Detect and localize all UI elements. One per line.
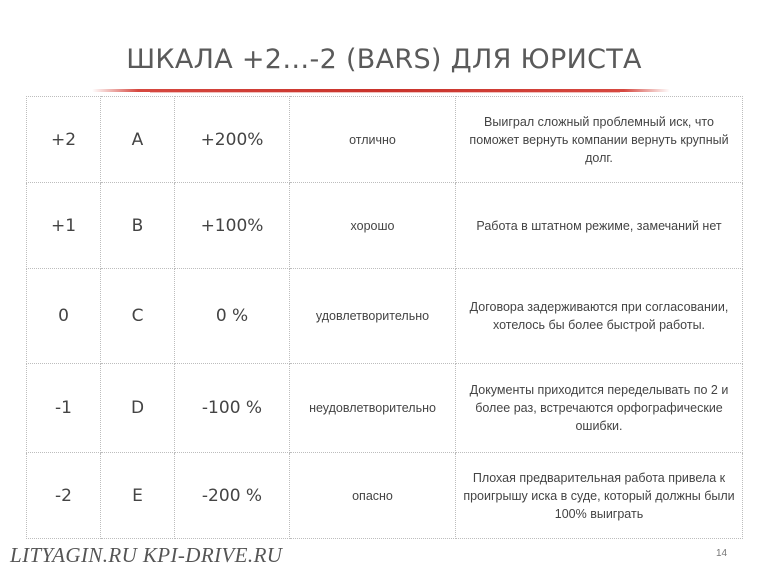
- table-row: [27, 364, 743, 453]
- page-number: 14: [716, 548, 728, 559]
- letter-cell: C: [101, 269, 175, 364]
- score-cell: -2: [27, 453, 101, 539]
- letter-cell: D: [101, 364, 175, 453]
- percent-cell: 0 %: [175, 269, 290, 364]
- letter-cell: B: [101, 183, 175, 269]
- description-cell: Работа в штатном режиме, замечаний нет: [456, 183, 743, 269]
- bars-scale-table: [26, 96, 743, 539]
- description-cell: Выиграл сложный проблемный иск, что поможет вернуть компании вернуть крупный долг.: [456, 97, 743, 183]
- letter-cell: E: [101, 453, 175, 539]
- percent-cell: +200%: [175, 97, 290, 183]
- score-cell: 0: [27, 269, 101, 364]
- description-cell: Документы приходится переделывать по 2 и более раз, встречаются орфографические ошибки.: [456, 364, 743, 453]
- table-row: [27, 269, 743, 364]
- grade-cell: отлично: [290, 97, 456, 183]
- score-cell: +1: [27, 183, 101, 269]
- table-row: [27, 97, 743, 183]
- footer-site-links[interactable]: LITYAGIN.RU KPI-DRIVE.RU: [10, 543, 283, 567]
- percent-cell: -100 %: [175, 364, 290, 453]
- grade-cell: удовлетворительно: [290, 269, 456, 364]
- description-cell: Договора задерживаются при согласовании, хотелось бы более быстрой работы.: [456, 269, 743, 364]
- grade-cell: неудовлетворительно: [290, 364, 456, 453]
- grade-cell: опасно: [290, 453, 456, 539]
- percent-cell: +100%: [175, 183, 290, 269]
- letter-cell: A: [101, 97, 175, 183]
- table-row: [27, 453, 743, 539]
- score-cell: +2: [27, 97, 101, 183]
- slide-title: ШКАЛА +2…-2 (BARS) ДЛЯ ЮРИСТА: [126, 44, 642, 75]
- percent-cell: -200 %: [175, 453, 290, 539]
- title-underline-shadow: [150, 92, 620, 93]
- grade-cell: хорошо: [290, 183, 456, 269]
- score-cell: -1: [27, 364, 101, 453]
- description-cell: Плохая предварительная работа привела к проигрышу иска в суде, который должны были 100% выиграть: [456, 453, 743, 539]
- table-row: [27, 183, 743, 269]
